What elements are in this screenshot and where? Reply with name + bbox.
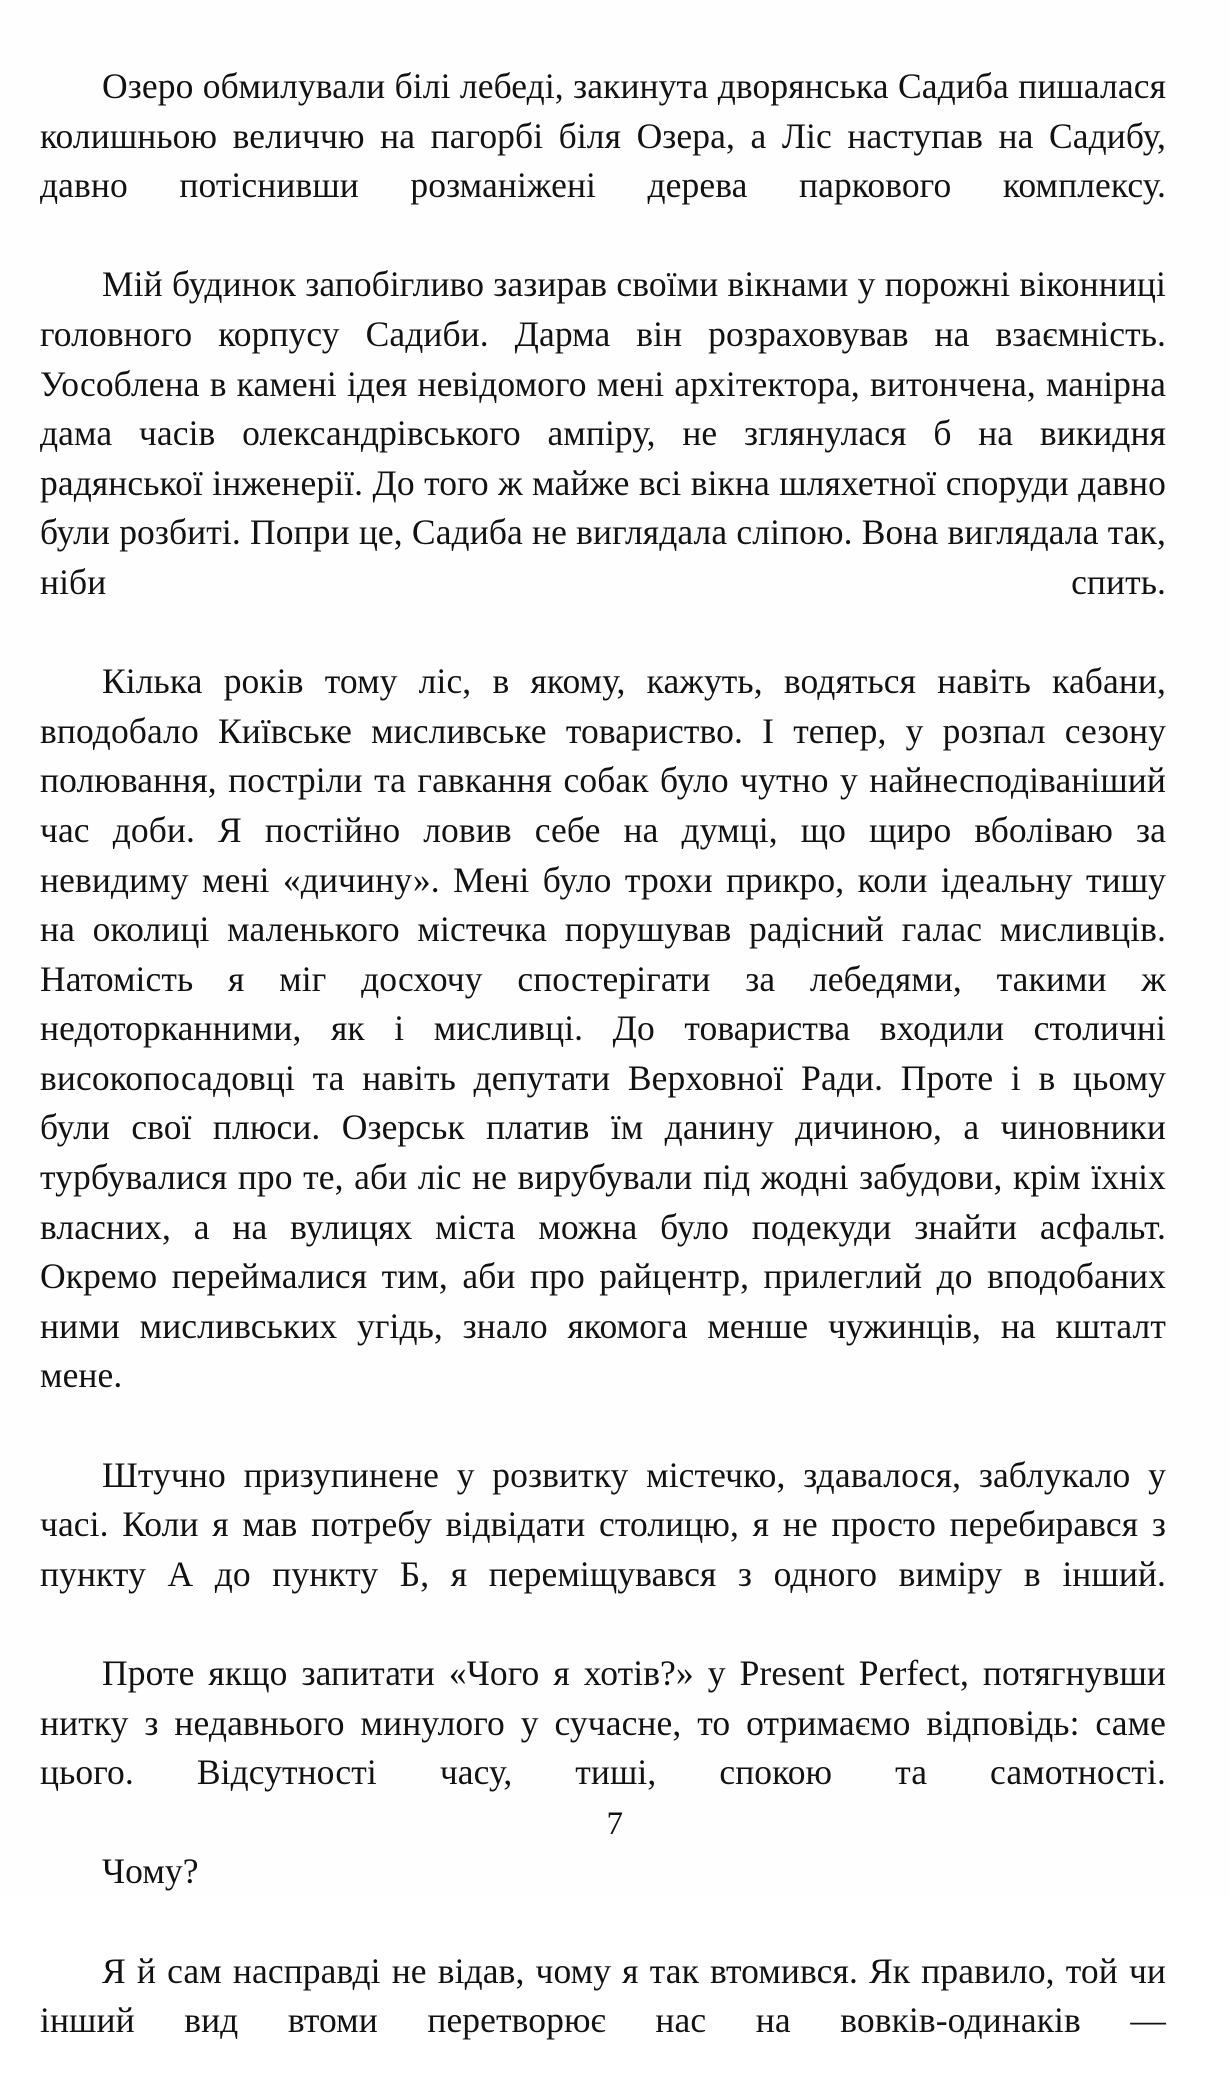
paragraph: Озеро обмилували білі лебеді, закинута дворянська Садиба пишалася колишньою величчю на пагорбі біля Озера, а Ліс наступав на Садибу, давно потіснивши розманіжені дерева паркового комплексу. (40, 66, 1166, 206)
paragraph: Штучно призупинене у розвитку містечко, здавалося, заблукало у часі. Коли я мав потребу відвідати столицю, я не просто перебирався з пункту А до пункту Б, я переміщувався з одного виміру в інший. (40, 1454, 1166, 1594)
paragraph: Кілька років тому ліс, в якому, кажуть, водяться навіть кабани, вподобало Київське мисливське товариство. І тепер, у розпал сезону полювання, постріли та гавкання собак було чутно у найнесподіваніший час доби. Я постійно ловив себе на думці, що щиро вболіваю за невидиму мені «дичину». Мені було трохи прикро, коли ідеальну тишу на околиці маленького містечка порушував радісний галас мисливців. Натомість я міг досхочу спостерігати за лебедями, такими ж недоторканними, як і мисливці. До товариства входили столичні високопосадовці та навіть депутати Верховної Ради. Проте і в цьому були свої плюси. Озерськ платив їм данину дичиною, а чиновники турбувалися про те, аби ліс не вирубували під жодні забудови, крім їхніх власних, а на вулицях міста можна було подекуди знайти асфальт. Окремо переймалися тим, аби про райцентр, прилеглий до вподобаних ними мисливських угідь, знало якомога менше чужинців, на кшталт мене. (40, 661, 1166, 1396)
body-text-block (40, 62, 1166, 2095)
paragraph: Я й сам насправді не відав, чому я так втомився. Як правило, той чи інший вид втоми перетворює нас на вовків-одинаків — (40, 1950, 1166, 2041)
paragraph: Чому? (102, 1851, 199, 1892)
page-number: 7 (606, 1806, 624, 1842)
paragraph: Мій будинок запобігливо зазирав своїми вікнами у порожні віконниці головного корпусу Садиби. Дарма він розраховував на взаємність. Уособлена в камені ідея невідомого мені архітектора, витончена, манірна дама часів олександрівського ампіру, не зглянулася б на викидня радянської інженерії. До того ж майже всі вікна шляхетної споруди давно були розбиті. Попри це, Садиба не виглядала сліпою. Вона виглядала так, ніби спить. (40, 264, 1166, 602)
paragraph: Проте якщо запитати «Чого я хотів?» у Present Perfect, потягнувши нитку з недавнього минулого у сучасне, то отримаємо відповідь: саме цього. Відсутності часу, тиші, спокою та самотності. (40, 1653, 1166, 1793)
